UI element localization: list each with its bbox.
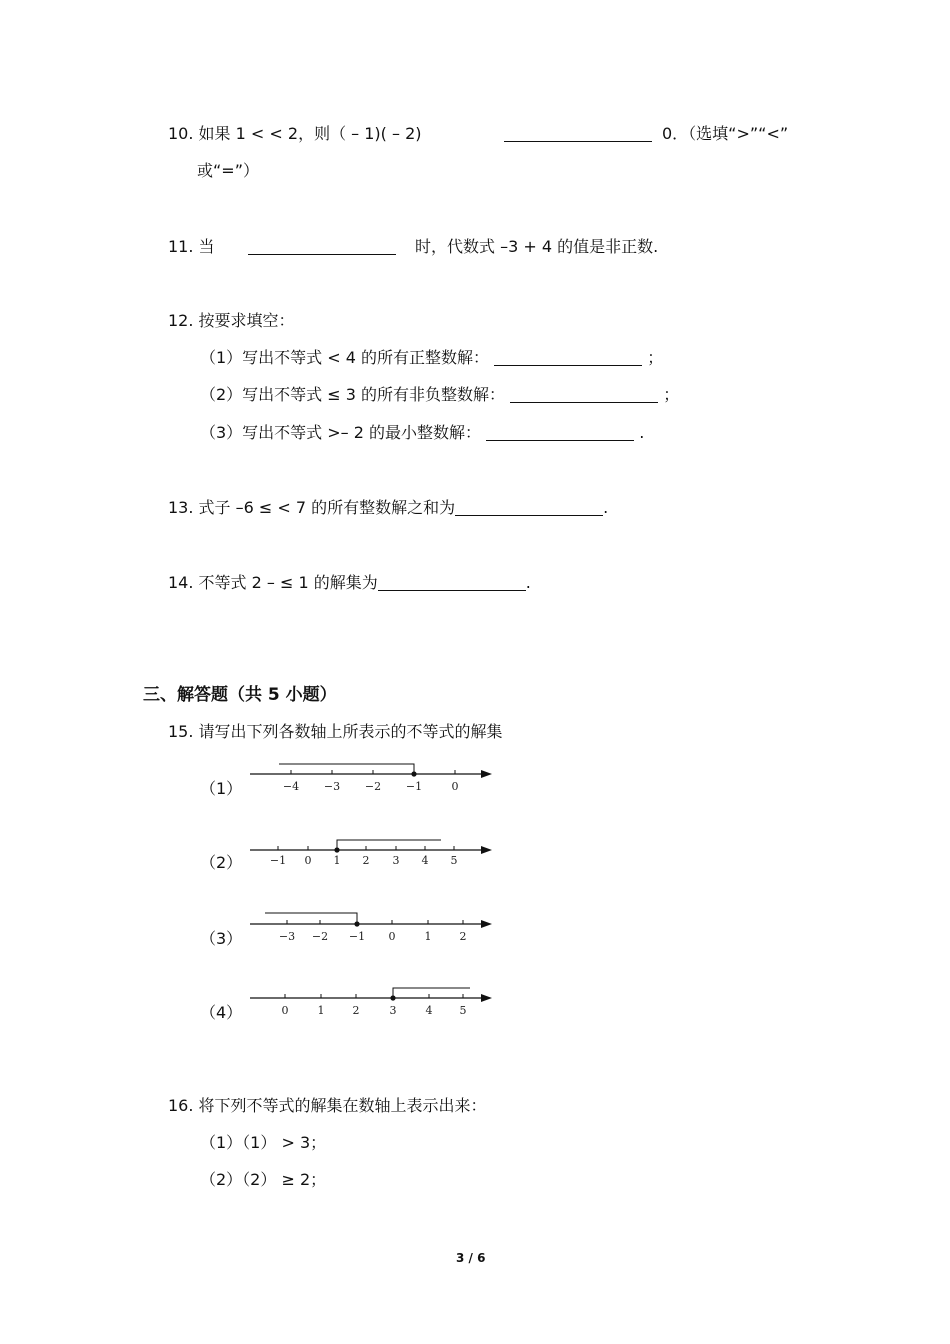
number-line-1 (248, 760, 498, 800)
q15-number: 15. (168, 722, 194, 741)
q12-part-3 (200, 423, 644, 443)
q13-number: 13. (168, 498, 194, 517)
solution-range-line (265, 913, 357, 924)
number-line-3 (248, 910, 498, 950)
tick-label: 0 (451, 780, 459, 793)
q12-part-2-blank[interactable] (510, 386, 658, 403)
tick-label: 2 (362, 854, 370, 867)
q12-number: 12. (168, 311, 194, 330)
q10-number: 10. (168, 124, 194, 143)
tick-label: −2 (311, 930, 329, 943)
tick-label: 0 (304, 854, 312, 867)
q13-end: . (603, 498, 609, 517)
axis-arrow-icon (481, 770, 492, 778)
tick-label: 0 (281, 1004, 289, 1017)
q12-part-2 (200, 385, 679, 405)
q16-text: 将下列不等式的解集在数轴上表示出来： (198, 1096, 487, 1115)
q13-text: 式子 –6 ≤ < 7 的所有整数解之和为 (198, 498, 456, 517)
number-line-4 (248, 984, 498, 1024)
q12-part-1 (200, 348, 663, 368)
q12-part-1-text: （1）写出不等式 < 4 的所有正整数解： (200, 348, 490, 367)
tick-label: −3 (323, 780, 341, 793)
q12-part-3-text: （3）写出不等式 >– 2 的最小整数解： (200, 423, 482, 442)
tick-label: −4 (282, 780, 300, 793)
tick-label: −1 (348, 930, 366, 943)
q11-post: 时，代数式 –3 + 4 的值是非正数. (415, 237, 659, 256)
axis-arrow-icon (481, 846, 492, 854)
q10-line (168, 124, 422, 144)
tick-label: 2 (352, 1004, 360, 1017)
q11-number: 11. (168, 237, 194, 256)
solution-range-line (393, 988, 470, 998)
q15-text: 请写出下列各数轴上所表示的不等式的解集 (198, 722, 503, 741)
solution-range-line (279, 764, 414, 774)
q16-number: 16. (168, 1096, 194, 1115)
q15-label-4: （4） (200, 1003, 243, 1022)
q15-line (168, 722, 503, 742)
q12-part-2-text: （2）写出不等式 ≤ 3 的所有非负整数解： (200, 385, 506, 404)
tick-label: −1 (269, 854, 287, 867)
q14-text: 不等式 2 – ≤ 1 的解集为 (198, 573, 378, 592)
tick-label: −1 (405, 780, 423, 793)
q12-part-2-end: ； (663, 385, 680, 404)
q15-label-2: （2） (200, 853, 243, 872)
q16-part-2: （2）（2） ≥ 2； (200, 1170, 327, 1189)
tick-label: −3 (278, 930, 296, 943)
q10-after: 0．（选填“>”“<” (662, 124, 789, 143)
tick-label: 5 (450, 854, 458, 867)
tick-label: −2 (364, 780, 382, 793)
q15-label-1: （1） (200, 779, 243, 798)
tick-label: 5 (459, 1004, 467, 1017)
tick-label: 1 (317, 1004, 325, 1017)
tick-label: 3 (389, 1004, 397, 1017)
q10-line2: 或“=”） (197, 161, 259, 180)
q16-part-1: （1）（1） > 3； (200, 1133, 327, 1152)
number-line-2 (248, 836, 498, 876)
q10-text: 如果 1 < < 2，则（ – 1)( – 2) (198, 124, 422, 143)
section-3-heading: 三、解答题（共 5 小题） (143, 685, 337, 705)
tick-label: 0 (388, 930, 396, 943)
q12-part-1-blank[interactable] (494, 349, 642, 366)
axis-arrow-icon (481, 920, 492, 928)
q14-end: . (525, 573, 531, 592)
q13-blank[interactable] (455, 499, 603, 516)
tick-label: 3 (392, 854, 400, 867)
q12-line (168, 311, 295, 331)
q12-part-3-end: . (639, 423, 645, 442)
q12-part-1-end: ； (647, 348, 664, 367)
q13-line (168, 498, 608, 518)
axis-arrow-icon (481, 994, 492, 1002)
q14-number: 14. (168, 573, 194, 592)
q14-blank[interactable] (378, 574, 526, 591)
page-number: 3 / 6 (456, 1251, 486, 1265)
q14-line (168, 573, 531, 593)
q11-line (168, 237, 215, 257)
tick-label: 1 (333, 854, 341, 867)
q12-text: 按要求填空： (198, 311, 295, 330)
tick-label: 4 (425, 1004, 433, 1017)
tick-label: 1 (424, 930, 432, 943)
tick-label: 2 (459, 930, 467, 943)
tick-label: 4 (421, 854, 429, 867)
q12-part-3-blank[interactable] (486, 424, 634, 441)
q11-blank[interactable] (248, 237, 396, 257)
q11-pre: 当 (198, 237, 215, 256)
q15-label-3: （3） (200, 929, 243, 948)
q16-line (168, 1096, 487, 1116)
q10-blank[interactable] (504, 124, 652, 144)
